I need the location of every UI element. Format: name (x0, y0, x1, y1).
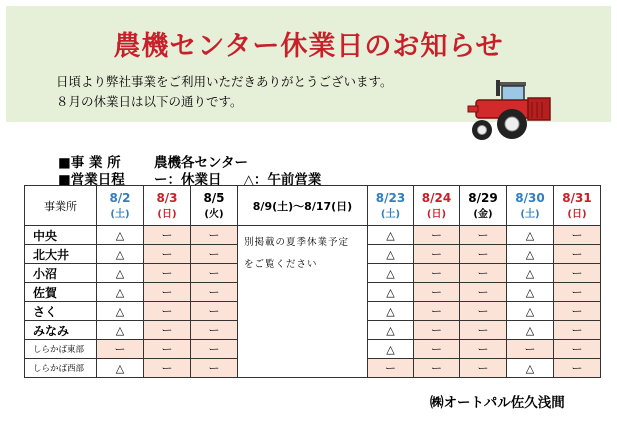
schedule-cell: ー (414, 302, 460, 321)
date-header: 8/5 (火) (191, 186, 238, 226)
schedule-table (24, 185, 601, 378)
header-row (25, 186, 601, 226)
red-tractor-icon (462, 78, 554, 142)
schedule-cell: △ (368, 264, 414, 283)
schedule-cell: ー (414, 340, 460, 359)
date-header: 8/3 (日) (144, 186, 191, 226)
office-name: しらかば西部 (25, 359, 97, 378)
schedule-cell: ー (554, 340, 601, 359)
schedule-cell: ー (414, 359, 460, 378)
office-name: 中央 (25, 226, 97, 245)
schedule-cell: ー (554, 283, 601, 302)
date-header: 8/23 (土) (368, 186, 414, 226)
office-label: ■事 業 所 (58, 155, 121, 171)
date-header: 8/24 (日) (414, 186, 460, 226)
date-header: 8/30 (土) (507, 186, 554, 226)
schedule-cell: ー (460, 245, 507, 264)
schedule-cell: ー (191, 226, 238, 245)
schedule-cell: ー (414, 264, 460, 283)
schedule-cell: ー (191, 340, 238, 359)
greeting-line-2: ８月の休業日は以下の通りです。 (56, 94, 243, 109)
schedule-cell: ー (414, 321, 460, 340)
office-name: 佐賀 (25, 283, 97, 302)
schedule-cell: ー (97, 340, 144, 359)
schedule-cell: ー (554, 321, 601, 340)
schedule-cell: △ (368, 226, 414, 245)
office-name: 小沼 (25, 264, 97, 283)
schedule-label: ■営業日程 (58, 172, 125, 188)
schedule-cell: ー (144, 283, 191, 302)
schedule-cell: ー (414, 245, 460, 264)
greeting-line-1: 日頃より弊社事業をご利用いただきありがとうございます。 (56, 74, 393, 89)
schedule-cell: ー (191, 359, 238, 378)
schedule-cell: △ (507, 321, 554, 340)
page-title: 農機センター休業日のお知らせ (113, 31, 504, 62)
legend-closed: ー：休業日 (154, 172, 222, 188)
schedule-cell: ー (191, 302, 238, 321)
schedule-cell: △ (368, 321, 414, 340)
schedule-cell: ー (554, 359, 601, 378)
summer-holiday-note: 別掲載の夏季休業予定 をご覧ください (238, 226, 368, 378)
date-header: 8/31 (日) (554, 186, 601, 226)
date-header: 8/29 (金) (460, 186, 507, 226)
schedule-cell: △ (97, 226, 144, 245)
office-header: 事業所 (25, 186, 97, 226)
schedule-cell: ー (507, 340, 554, 359)
schedule-cell: ー (144, 245, 191, 264)
schedule-cell: △ (368, 283, 414, 302)
schedule-cell: ー (144, 321, 191, 340)
schedule-cell: ー (191, 264, 238, 283)
schedule-cell: △ (507, 264, 554, 283)
schedule-cell: △ (368, 302, 414, 321)
schedule-cell: △ (97, 302, 144, 321)
legend-morning: △：午前営業 (243, 172, 322, 188)
schedule-cell: ー (144, 359, 191, 378)
schedule-cell: ー (191, 321, 238, 340)
schedule-cell: ー (144, 340, 191, 359)
schedule-cell: △ (97, 245, 144, 264)
schedule-cell: ー (414, 226, 460, 245)
schedule-cell: △ (507, 359, 554, 378)
schedule-cell: ー (144, 226, 191, 245)
date-header: 8/2 (土) (97, 186, 144, 226)
schedule-cell: △ (507, 245, 554, 264)
schedule-cell: ー (191, 283, 238, 302)
schedule-cell: △ (507, 302, 554, 321)
schedule-cell: ー (460, 283, 507, 302)
schedule-cell: △ (507, 226, 554, 245)
office-name: みなみ (25, 321, 97, 340)
schedule-cell: △ (368, 340, 414, 359)
schedule-cell: ー (414, 283, 460, 302)
schedule-cell: ー (554, 264, 601, 283)
schedule-cell: ー (460, 340, 507, 359)
schedule-cell: △ (97, 359, 144, 378)
schedule-cell: ー (554, 226, 601, 245)
schedule-cell: ー (460, 226, 507, 245)
schedule-cell: ー (460, 264, 507, 283)
company-name: ㈱オートパル佐久浅間 (430, 395, 565, 411)
schedule-cell: △ (97, 264, 144, 283)
schedule-cell: ー (554, 302, 601, 321)
schedule-cell: ー (368, 359, 414, 378)
schedule-cell: ー (460, 321, 507, 340)
schedule-cell: ー (554, 245, 601, 264)
schedule-cell: ー (144, 302, 191, 321)
summer-holiday-header: 8/9(土)～8/17(日) (238, 186, 368, 226)
schedule-cell: ー (460, 359, 507, 378)
office-name: さく (25, 302, 97, 321)
schedule-cell: ー (460, 302, 507, 321)
office-value: 農機各センター (154, 155, 248, 171)
office-name: 北大井 (25, 245, 97, 264)
schedule-cell: △ (97, 321, 144, 340)
schedule-cell: △ (97, 283, 144, 302)
schedule-cell: ー (144, 264, 191, 283)
office-name: しらかば東部 (25, 340, 97, 359)
table-row (25, 226, 601, 245)
schedule-cell: ー (191, 245, 238, 264)
schedule-cell: △ (507, 283, 554, 302)
schedule-cell: △ (368, 245, 414, 264)
